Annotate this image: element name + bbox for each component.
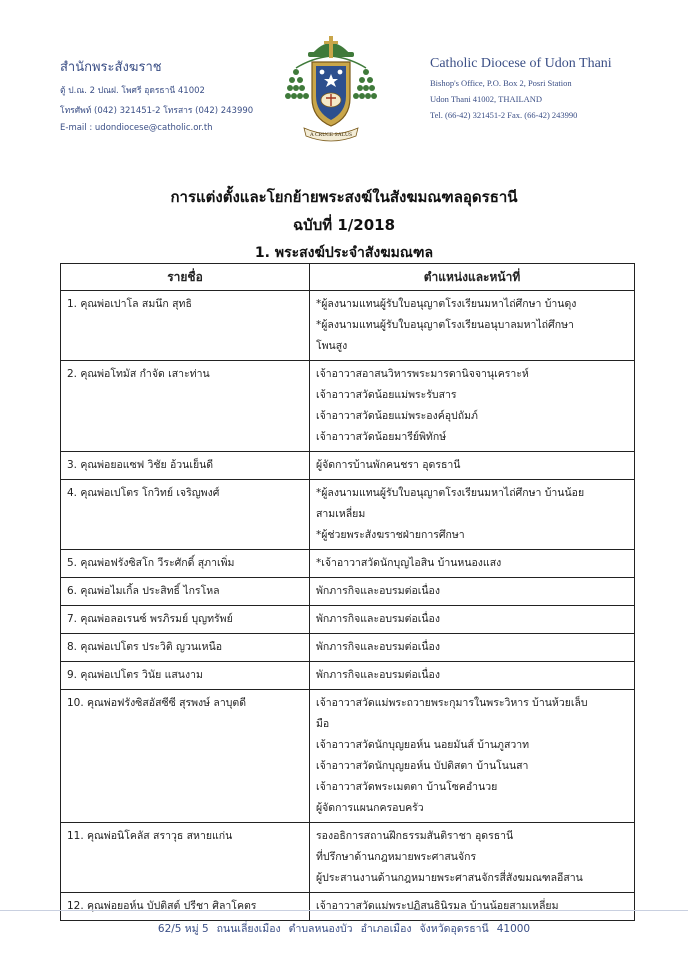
priest-name: 10. คุณพ่อฟรังซิสอัสซีซี สุรพงษ์ ลาบุตดี: [61, 690, 310, 823]
footer-divider: [0, 910, 688, 911]
position-cell: [310, 578, 635, 606]
position-line: เจ้าอาวาสวัดน้อยแม่พระรับสาร: [316, 389, 457, 401]
position-line: เจ้าอาวาสวัดแม่พระถวายพระกุมารในพระวิหาร บ้านห้วยเล็บ: [316, 697, 588, 709]
table-row: [61, 893, 635, 921]
position-line: *ผู้ลงนามแทนผู้รับใบอนุญาตโรงเรียนอนุบาลมหาไถ่ศึกษา: [316, 319, 574, 331]
position-cell: [310, 823, 635, 893]
letterhead-thai: [60, 56, 280, 139]
position-line: *เจ้าอาวาสวัดนักบุญไอสิน บ้านหนองแสง: [316, 557, 502, 569]
position-line: พักภารกิจและอบรมต่อเนื่อง: [316, 669, 440, 681]
crest-motto: A CRUCE SALUS: [309, 132, 353, 138]
position-line: เจ้าอาวาสวัดแม่พระปฏิสนธินิรมล บ้านน้อยสามเหลี่ยม: [316, 900, 559, 912]
position-cell: [310, 662, 635, 690]
position-line: พักภารกิจและอบรมต่อเนื่อง: [316, 585, 440, 597]
appointments-table: [60, 263, 635, 921]
footer-address: [0, 920, 688, 937]
priest-name: 7. คุณพ่อลอเรนซ์ พรภิรมย์ บุญทรัพย์: [61, 606, 310, 634]
office-name-thai: สำนักพระสังฆราช: [60, 60, 162, 75]
table-row: [61, 550, 635, 578]
position-cell: [310, 550, 635, 578]
priest-name: 5. คุณพ่อฟรังซิสโก วีระศักดิ์ สุภาเพิ่ม: [61, 550, 310, 578]
table-row: [61, 634, 635, 662]
footer-address-part: อำเภอเมือง: [360, 923, 412, 935]
priest-name: 4. คุณพ่อเปโตร โกวิทย์ เจริญพงศ์: [61, 480, 310, 550]
column-header-name: รายชื่อ: [61, 264, 310, 291]
position-line: *ผู้ลงนามแทนผู้รับใบอนุญาตโรงเรียนมหาไถ่ศึกษา บ้านดุง: [316, 298, 577, 310]
position-line: เจ้าอาวาสวัดน้อยแม่พระองค์อุปถัมภ์: [316, 410, 478, 422]
table-row: [61, 662, 635, 690]
address-english-2: Udon Thani 41002, THAILAND: [430, 94, 543, 104]
table-row: [61, 361, 635, 452]
priest-name: 12. คุณพ่อยอห์น บัปติสต์ ปรีชา ศิลาโคตร: [61, 893, 310, 921]
address-thai: ตู้ ป.ณ. 2 ปณฝ. โพศรี อุดรธานี 41002: [60, 86, 205, 96]
footer-address-part: ถนนเลี่ยงเมือง: [216, 923, 281, 935]
table-row: [61, 291, 635, 361]
footer-address-part: 62/5 หมู่ 5: [157, 923, 209, 935]
position-line: เจ้าอาวาสอาสนวิหารพระมารดานิจจานุเคราะห์: [316, 368, 529, 380]
position-cell: [310, 291, 635, 361]
diocese-crest-icon: [282, 28, 380, 146]
position-cell: [310, 690, 635, 823]
table-row: [61, 452, 635, 480]
position-line: เจ้าอาวาสวัดนักบุญยอห์น นอยมันส์ บ้านภูสวาท: [316, 739, 530, 751]
position-cell: [310, 480, 635, 550]
position-line: เจ้าอาวาสวัดนักบุญยอห์น บัปติสตา บ้านโนนสา: [316, 760, 529, 772]
position-line: สามเหลี่ยม: [316, 508, 366, 520]
position-line: รองอธิการสถานฝึกธรรมสันติราชา อุดรธานี: [316, 830, 514, 842]
document-issue: ฉบับที่ 1/2018: [292, 216, 396, 234]
footer-address-part: ตำบลหนองบัว: [288, 923, 353, 935]
position-line: *ผู้ช่วยพระสังฆราชฝ่ายการศึกษา: [316, 529, 465, 541]
section-heading: 1. พระสงฆ์ประจำสังฆมณฑล: [254, 245, 434, 261]
column-header-position: ตำแหน่งและหน้าที่: [310, 264, 635, 291]
priest-name: 11. คุณพ่อนิโคลัส สราวุธ สหายแก่น: [61, 823, 310, 893]
position-cell: [310, 893, 635, 921]
table-row: [61, 690, 635, 823]
position-line: เจ้าอาวาสวัดพระเมตตา บ้านโซคอำนวย: [316, 781, 498, 793]
address-english-1: Bishop's Office, P.O. Box 2, Posri Station: [430, 78, 572, 88]
position-line: มือ: [316, 718, 330, 730]
table-row: [61, 578, 635, 606]
table-body: [61, 291, 635, 921]
position-line: พักภารกิจและอบรมต่อเนื่อง: [316, 613, 440, 625]
document-title: การแต่งตั้งและโยกย้ายพระสงฆ์ในสังฆมณฑลอุดรธานี: [170, 188, 518, 206]
position-line: ผู้จัดการแผนกครอบครัว: [316, 802, 424, 814]
phone-thai: โทรศัพท์ (042) 321451-2 โทรสาร (042) 243990: [60, 106, 254, 116]
phone-english: Tel. (66-42) 321451-2 Fax. (66-42) 243990: [430, 110, 578, 120]
position-cell: [310, 452, 635, 480]
priest-name: 3. คุณพ่อยอแซฟ วิชัย อ้วนเย็นดี: [61, 452, 310, 480]
table-row: [61, 606, 635, 634]
priest-name: 9. คุณพ่อเปโตร วินัย แสนงาม: [61, 662, 310, 690]
position-cell: [310, 361, 635, 452]
position-line: ผู้จัดการบ้านพักคนชรา อุดรธานี: [316, 459, 461, 471]
position-line: *ผู้ลงนามแทนผู้รับใบอนุญาตโรงเรียนมหาไถ่ศึกษา บ้านน้อย: [316, 487, 585, 499]
position-line: โพนสูง: [316, 340, 348, 352]
position-cell: [310, 634, 635, 662]
priest-name: 6. คุณพ่อไมเกิ้ล ประสิทธิ์ ไกรโหล: [61, 578, 310, 606]
position-line: พักภารกิจและอบรมต่อเนื่อง: [316, 641, 440, 653]
priest-name: 2. คุณพ่อโทมัส กำจัด เสาะท่าน: [61, 361, 310, 452]
footer-address-part: จังหวัดอุดรธานี: [419, 923, 489, 935]
letterhead-english: [430, 56, 670, 126]
position-line: ผู้ประสานงานด้านกฎหมายพระศาสนจักรสี่สังฆมณฑลอีสาน: [316, 872, 583, 884]
table-row: [61, 823, 635, 893]
table-row: [61, 480, 635, 550]
priest-name: 8. คุณพ่อเปโตร ประวิติ ญวนเหนือ: [61, 634, 310, 662]
email-thai: E-mail : udondiocese@catholic.or.th: [60, 123, 213, 133]
table-header-row: [61, 264, 635, 291]
office-name-english: Catholic Diocese of Udon Thani: [430, 56, 612, 71]
position-cell: [310, 606, 635, 634]
position-line: ที่ปรึกษาด้านกฎหมายพระศาสนจักร: [316, 851, 477, 863]
priest-name: 1. คุณพ่อเปาโล สมนึก สุทธิ: [61, 291, 310, 361]
position-line: เจ้าอาวาสวัดน้อยมารีย์พิทักษ์: [316, 431, 447, 443]
footer-address-part: 41000: [496, 923, 531, 935]
